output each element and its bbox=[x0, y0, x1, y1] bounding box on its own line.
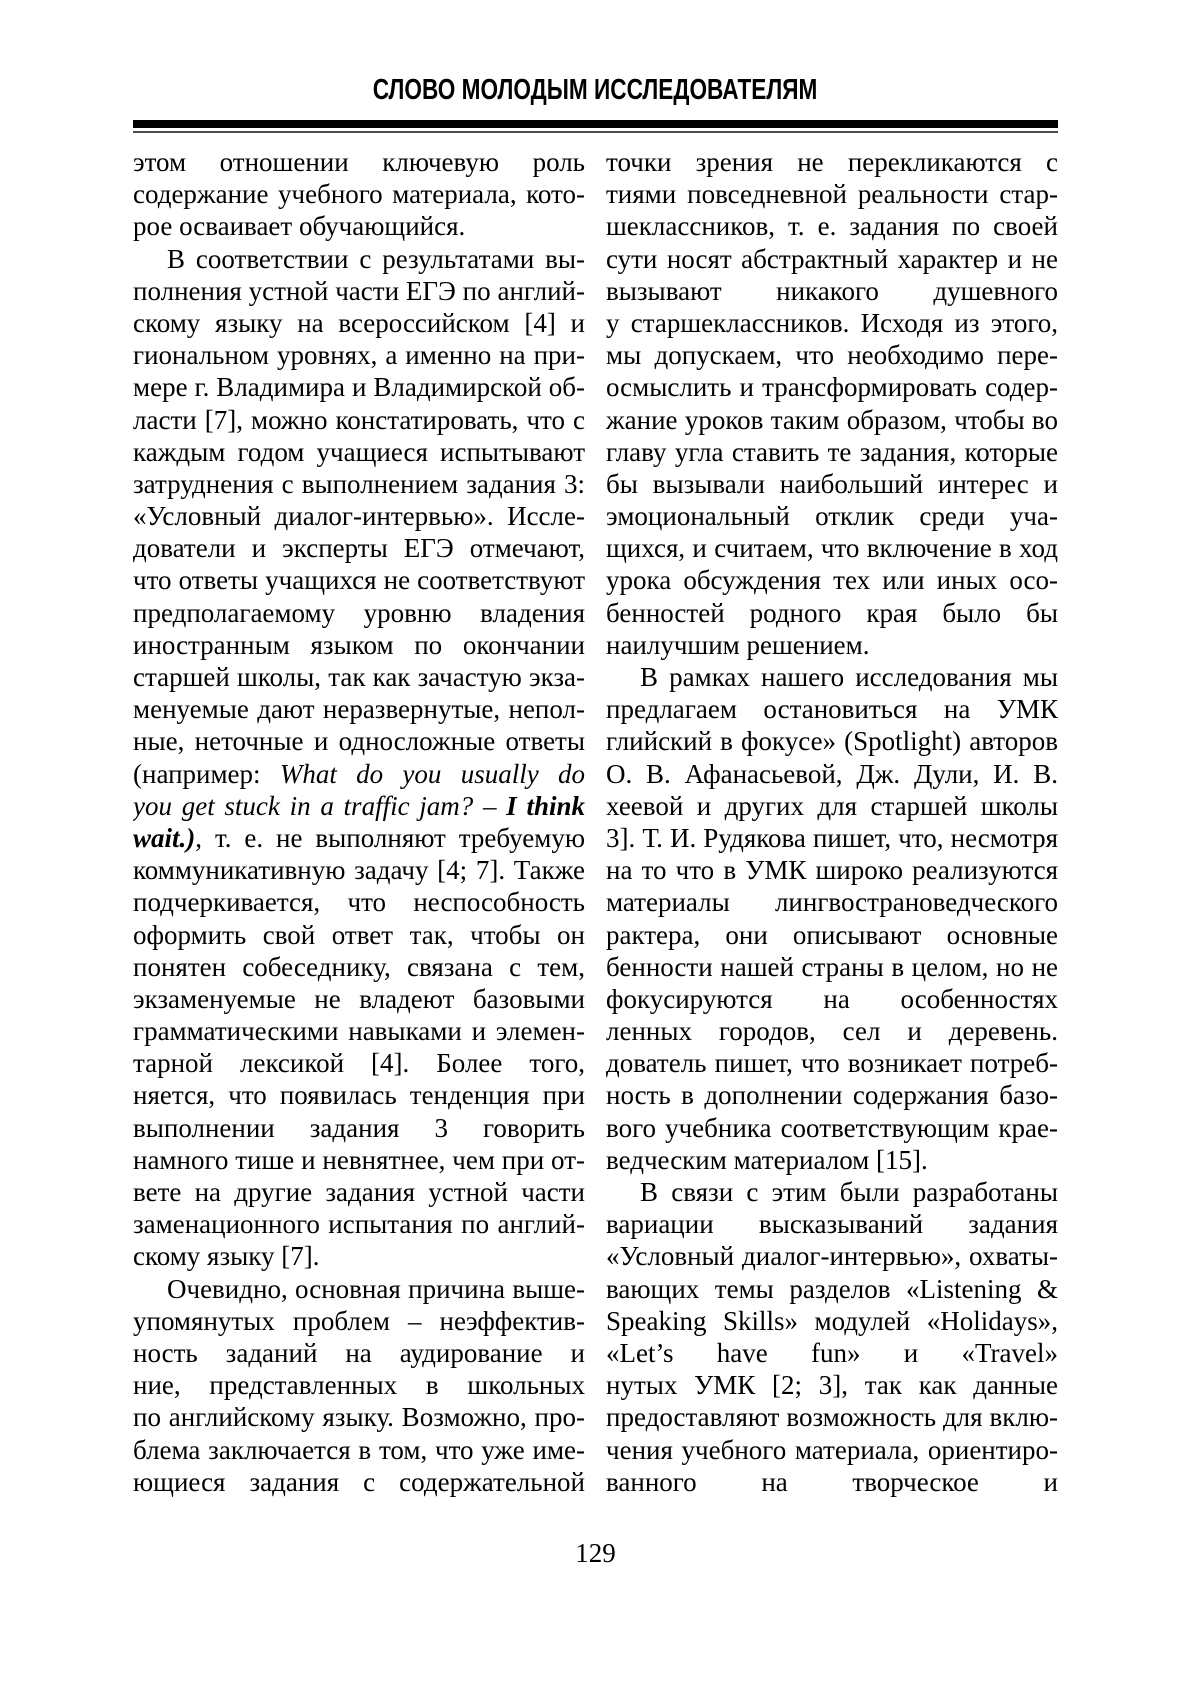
text-line bbox=[133, 1305, 585, 1337]
text-line bbox=[606, 886, 1058, 918]
text-segment: содержание учебного материала, кото- bbox=[133, 179, 585, 210]
text-line bbox=[133, 275, 585, 307]
text-line bbox=[606, 1240, 1058, 1272]
text-line bbox=[606, 468, 1058, 500]
text-line bbox=[606, 854, 1058, 886]
text-line bbox=[606, 1401, 1058, 1433]
text-segment: оформить свой ответ так, чтобы он bbox=[133, 919, 585, 950]
text-segment: заменационного испытания по англий- bbox=[133, 1209, 585, 1240]
text-line bbox=[606, 275, 1058, 307]
text-line bbox=[606, 629, 1058, 661]
text-line bbox=[606, 1305, 1058, 1337]
text-line bbox=[133, 693, 585, 725]
text-segment: сути носят абстрактный характер и не bbox=[606, 243, 1058, 274]
text-line bbox=[606, 1176, 1058, 1208]
text-segment: ющиеся задания с содержательной bbox=[133, 1466, 585, 1497]
text-segment: у старшеклассников. Исходя из этого, bbox=[606, 307, 1058, 338]
text-line bbox=[606, 983, 1058, 1015]
text-segment: подчеркивается, что неспособность bbox=[133, 887, 585, 918]
text-line bbox=[606, 307, 1058, 339]
text-line bbox=[133, 983, 585, 1015]
text-line bbox=[606, 1337, 1058, 1369]
text-line bbox=[133, 307, 585, 339]
text-segment: чения учебного материала, ориентиро- bbox=[606, 1434, 1058, 1465]
text-line bbox=[133, 1112, 585, 1144]
text-line bbox=[606, 1273, 1058, 1305]
text-segment: упомянутых проблем – неэффектив- bbox=[133, 1305, 585, 1336]
text-line bbox=[133, 1144, 585, 1176]
text-segment: скому языку [7]. bbox=[133, 1241, 320, 1272]
text-segment: you get stuck in a traffic jam? – bbox=[133, 790, 507, 821]
text-segment: мы допускаем, что необходимо пере- bbox=[606, 340, 1058, 371]
text-line bbox=[133, 758, 585, 790]
text-line bbox=[133, 1401, 585, 1433]
text-line bbox=[133, 951, 585, 983]
text-segment: урока обсуждения тех или иных осо- bbox=[606, 565, 1058, 596]
text-segment: What do you usually do bbox=[279, 758, 585, 789]
text-segment: блема заключается в том, что уже име- bbox=[133, 1434, 585, 1465]
text-line bbox=[133, 886, 585, 918]
text-segment: В соответствии с результатами вы- bbox=[167, 243, 585, 274]
text-line bbox=[133, 661, 585, 693]
text-line bbox=[606, 661, 1058, 693]
column-right bbox=[606, 146, 1058, 1498]
text-segment: ленных городов, сел и деревень. bbox=[606, 1016, 1058, 1047]
text-line bbox=[133, 404, 585, 436]
text-line bbox=[606, 1208, 1058, 1240]
text-line bbox=[133, 597, 585, 629]
text-segment: ность в дополнении содержания базо- bbox=[606, 1080, 1058, 1111]
text-segment: эмоциональный отклик среди уча- bbox=[606, 501, 1058, 532]
text-segment: скому языку на всероссийском [4] и bbox=[133, 307, 585, 338]
text-segment: осмыслить и трансформировать содер- bbox=[606, 372, 1058, 403]
text-segment: предлагаем остановиться на УМК bbox=[606, 694, 1058, 725]
text-line bbox=[606, 758, 1058, 790]
text-line bbox=[606, 404, 1058, 436]
text-segment: хеевой и других для старшей школы bbox=[606, 790, 1058, 821]
text-line bbox=[606, 597, 1058, 629]
text-line bbox=[133, 629, 585, 661]
text-segment: ведческим материалом [15]. bbox=[606, 1144, 928, 1175]
text-segment: намного тише и невнятнее, чем при от- bbox=[133, 1144, 585, 1175]
text-line bbox=[606, 371, 1058, 403]
text-segment: щихся, и считаем, что включение в ход bbox=[606, 533, 1058, 564]
text-line bbox=[606, 1144, 1058, 1176]
text-line bbox=[606, 564, 1058, 596]
text-segment: затруднения с выполнением задания 3: bbox=[133, 468, 585, 499]
text-segment: понятен собеседнику, связана с тем, bbox=[133, 951, 585, 982]
text-segment: В связи с этим были разработаны bbox=[640, 1177, 1058, 1207]
text-segment: жание уроков таким образом, чтобы во bbox=[606, 404, 1058, 435]
header-rule-thick bbox=[133, 120, 1058, 128]
text-line bbox=[133, 1434, 585, 1466]
text-segment: О. В. Афанасьевой, Дж. Дули, И. В. bbox=[606, 758, 1058, 789]
text-segment: гиональном уровнях, а именно на при- bbox=[133, 340, 585, 371]
text-line bbox=[133, 1273, 585, 1305]
text-line bbox=[133, 1466, 585, 1498]
running-head-text: СЛОВО МОЛОДЫМ ИССЛЕДОВАТЕЛЯМ bbox=[373, 74, 818, 106]
text-segment: что ответы учащихся не соответствуют bbox=[133, 565, 585, 596]
text-segment: старшей школы, так как зачастую экза- bbox=[133, 662, 585, 692]
text-line bbox=[133, 1369, 585, 1401]
text-segment: (например: bbox=[133, 758, 280, 789]
text-line bbox=[606, 693, 1058, 725]
text-segment: вызывают никакого душевного bbox=[606, 275, 1058, 306]
text-segment: ность заданий на аудирование и bbox=[133, 1337, 585, 1368]
column-left bbox=[133, 146, 585, 1498]
text-segment: наилучшим решением. bbox=[606, 629, 870, 660]
text-line bbox=[606, 532, 1058, 564]
text-segment: тарной лексикой [4]. Более того, bbox=[133, 1048, 585, 1079]
text-segment: точки зрения не перекликаются с bbox=[606, 147, 1058, 177]
text-line bbox=[606, 243, 1058, 275]
text-segment: дователи и эксперты ЕГЭ отмечают, bbox=[133, 533, 585, 564]
text-segment: бы вызывали наибольший интерес и bbox=[606, 468, 1058, 499]
text-segment: I think bbox=[506, 790, 585, 821]
text-line bbox=[133, 146, 585, 178]
text-line bbox=[133, 854, 585, 886]
text-line bbox=[606, 1369, 1058, 1401]
text-segment: этом отношении ключевую роль bbox=[133, 147, 585, 177]
text-segment: ные, неточные и односложные ответы bbox=[133, 726, 585, 757]
text-segment: выполнении задания 3 говорить bbox=[133, 1112, 585, 1143]
text-line bbox=[133, 468, 585, 500]
text-segment: Очевидно, основная причина выше- bbox=[167, 1273, 585, 1304]
text-line bbox=[606, 436, 1058, 468]
text-segment: по английскому языку. Возможно, про- bbox=[133, 1402, 585, 1433]
text-line bbox=[133, 371, 585, 403]
text-line bbox=[133, 1240, 585, 1272]
text-line bbox=[133, 919, 585, 951]
text-segment: wait.) bbox=[133, 822, 196, 853]
text-segment: рактера, они описывают основные bbox=[606, 919, 1058, 950]
text-segment: нутых УМК [2; 3], так как данные bbox=[606, 1370, 1058, 1401]
text-segment: няется, что появилась тенденция при bbox=[133, 1080, 585, 1111]
text-segment: фокусируются на особенностях bbox=[606, 983, 1058, 1014]
text-line bbox=[606, 210, 1058, 242]
text-segment: грамматическими навыками и элемен- bbox=[133, 1016, 585, 1047]
text-segment: дователь пишет, что возникает потреб- bbox=[606, 1048, 1058, 1079]
text-segment: «Let’s have fun» и «Travel» bbox=[606, 1337, 1058, 1368]
text-line bbox=[606, 1047, 1058, 1079]
text-segment: предполагаемому уровню владения bbox=[133, 597, 585, 628]
text-segment: каждым годом учащиеся испытывают bbox=[133, 436, 585, 467]
text-line bbox=[606, 790, 1058, 822]
text-segment: мере г. Владимира и Владимирской об- bbox=[133, 372, 585, 403]
text-segment: «Условный диалог-интервью», охваты- bbox=[606, 1241, 1058, 1272]
text-segment: шеклассников, т. е. задания по своей bbox=[606, 211, 1058, 242]
text-line bbox=[133, 1176, 585, 1208]
text-line bbox=[133, 822, 585, 854]
text-segment: коммуникативную задачу [4; 7]. Также bbox=[133, 855, 585, 886]
text-segment: В рамках нашего исследования мы bbox=[640, 662, 1058, 692]
text-segment: , т. е. не выполняют требуемую bbox=[195, 822, 585, 853]
text-line bbox=[606, 951, 1058, 983]
text-segment: вариации высказываний задания bbox=[606, 1209, 1058, 1240]
text-line bbox=[606, 500, 1058, 532]
text-line bbox=[606, 339, 1058, 371]
text-line bbox=[133, 790, 585, 822]
text-line bbox=[133, 243, 585, 275]
text-segment: ние, представленных в школьных bbox=[133, 1370, 585, 1401]
text-line bbox=[606, 822, 1058, 854]
text-segment: вающих темы разделов «Listening & bbox=[606, 1273, 1058, 1304]
text-segment: бенности нашей страны в целом, но не bbox=[606, 951, 1058, 982]
text-segment: бенностей родного края было бы bbox=[606, 597, 1058, 628]
text-segment: «Условный диалог-интервью». Иссле- bbox=[133, 501, 585, 532]
text-line bbox=[606, 1434, 1058, 1466]
text-segment: экзаменуемые не владеют базовыми bbox=[133, 983, 585, 1014]
text-segment: глийский в фокусе» (Spotlight) авторов bbox=[606, 726, 1058, 757]
text-line bbox=[133, 210, 585, 242]
text-line bbox=[133, 500, 585, 532]
text-line bbox=[133, 178, 585, 210]
text-segment: иностранным языком по окончании bbox=[133, 629, 585, 660]
text-segment: 3]. Т. И. Рудякова пишет, что, несмотря bbox=[606, 822, 1058, 853]
text-segment: вого учебника соответствующим крае- bbox=[606, 1112, 1058, 1143]
running-head bbox=[133, 74, 1058, 107]
text-line bbox=[133, 1015, 585, 1047]
text-line bbox=[133, 339, 585, 371]
text-line bbox=[606, 725, 1058, 757]
text-line bbox=[133, 1208, 585, 1240]
text-line bbox=[606, 146, 1058, 178]
text-segment: Speaking Skills» модулей «Holidays», bbox=[606, 1305, 1058, 1336]
header-rule-thin bbox=[133, 131, 1058, 133]
text-segment: вете на другие задания устной части bbox=[133, 1177, 585, 1207]
text-line bbox=[133, 725, 585, 757]
text-segment: рое осваивает обучающийся. bbox=[133, 211, 466, 242]
text-line bbox=[133, 1337, 585, 1369]
text-segment: тиями повседневной реальности стар- bbox=[606, 179, 1058, 210]
text-segment: предоставляют возможность для вклю- bbox=[606, 1402, 1058, 1433]
text-line bbox=[133, 1047, 585, 1079]
text-line bbox=[133, 532, 585, 564]
two-column-text-block bbox=[133, 146, 1058, 1498]
text-line bbox=[606, 1466, 1058, 1498]
text-segment: ласти [7], можно констатировать, что с bbox=[133, 404, 585, 435]
text-line bbox=[133, 564, 585, 596]
text-line bbox=[606, 1015, 1058, 1047]
text-line bbox=[133, 1079, 585, 1111]
text-line bbox=[606, 178, 1058, 210]
text-segment: менуемые дают неразвернутые, непол- bbox=[133, 694, 585, 725]
text-segment: материалы лингвострановедческого bbox=[606, 887, 1058, 918]
page-number: 129 bbox=[575, 1538, 616, 1568]
text-segment: полнения устной части ЕГЭ по англий- bbox=[133, 275, 585, 306]
text-segment: на то что в УМК широко реализуются bbox=[606, 855, 1058, 886]
text-segment: главу угла ставить те задания, которые bbox=[606, 436, 1058, 467]
text-line bbox=[133, 436, 585, 468]
text-line bbox=[606, 919, 1058, 951]
text-line bbox=[606, 1079, 1058, 1111]
text-line bbox=[606, 1112, 1058, 1144]
text-segment: ванного на творческое и bbox=[606, 1466, 1058, 1497]
